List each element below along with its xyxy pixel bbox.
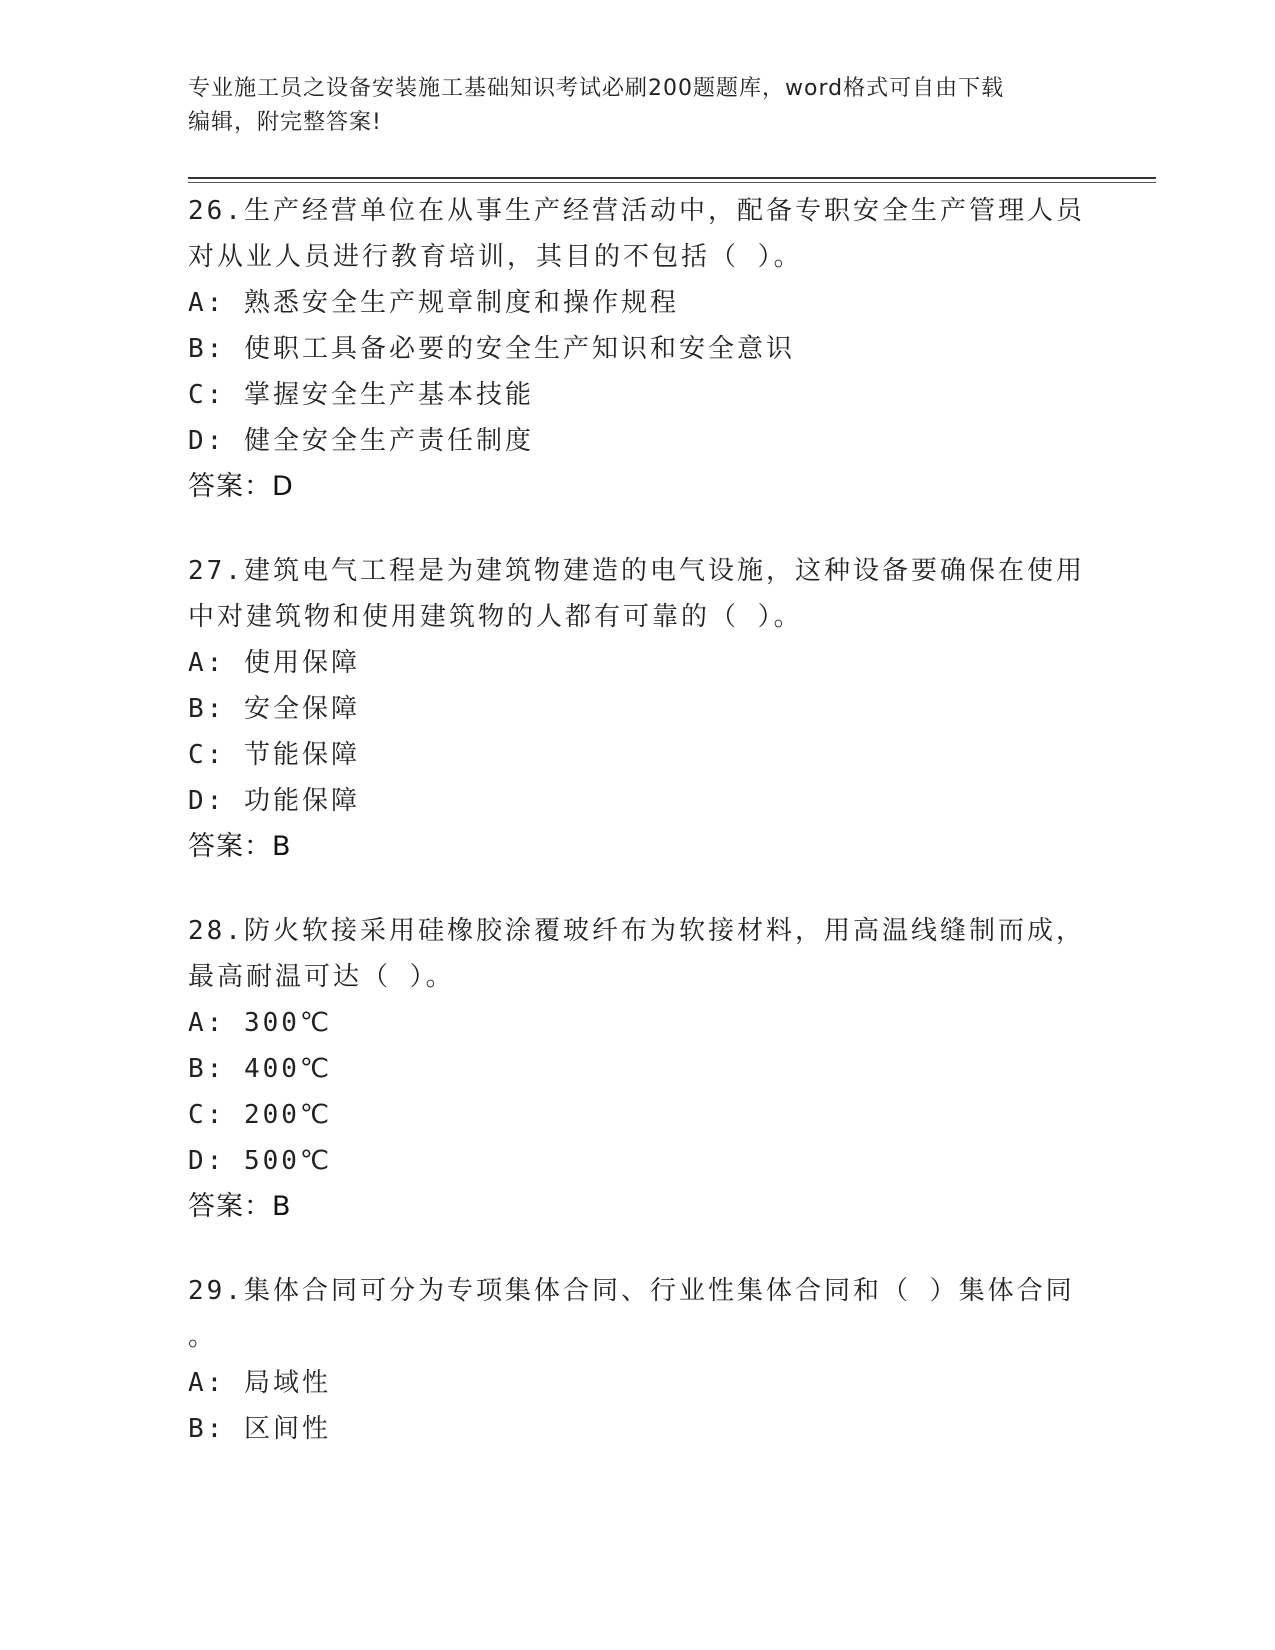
option-c: C: 节能保障 — [188, 740, 360, 770]
option-b: B: 区间性 — [188, 1414, 331, 1444]
question-26 — [188, 188, 1088, 510]
question-stem-line: 。 — [188, 1322, 218, 1352]
option-a: A: 局域性 — [188, 1368, 331, 1398]
header-divider-thin — [188, 182, 1156, 183]
answer-label: 答案：D — [188, 471, 294, 502]
document-header — [188, 72, 1088, 140]
option-b: B: 安全保障 — [188, 694, 360, 724]
question-stem-line: 27.建筑电气工程是为建筑物建造的电气设施，这种设备要确保在使用 — [188, 556, 1085, 586]
answer-label: 答案：B — [188, 831, 292, 862]
option-c: C: 掌握安全生产基本技能 — [188, 380, 534, 410]
question-list — [188, 188, 1088, 1490]
option-d: D: 功能保障 — [188, 786, 360, 816]
header-title-line-2: 编辑，附完整答案! — [188, 110, 382, 135]
question-stem-line: 最高耐温可达（ ）。 — [188, 962, 455, 992]
question-stem-line: 26.生产经营单位在从事生产经营活动中，配备专职安全生产管理人员 — [188, 196, 1085, 226]
option-d: D: 健全安全生产责任制度 — [188, 426, 534, 456]
header-title-line-1: 专业施工员之设备安装施工基础知识考试必刷200题题库，word格式可自由下载 — [188, 76, 1005, 101]
question-28 — [188, 908, 1088, 1230]
option-a: A: 熟悉安全生产规章制度和操作规程 — [188, 288, 679, 318]
question-29 — [188, 1268, 1088, 1452]
option-a: A: 300℃ — [188, 1008, 333, 1038]
question-stem-line: 29.集体合同可分为专项集体合同、行业性集体合同和（ ）集体合同 — [188, 1276, 1075, 1306]
question-stem-line: 对从业人员进行教育培训，其目的不包括（ ）。 — [188, 242, 803, 272]
option-b: B: 使职工具备必要的安全生产知识和安全意识 — [188, 334, 795, 364]
answer-label: 答案：B — [188, 1191, 292, 1222]
option-d: D: 500℃ — [188, 1146, 333, 1176]
question-stem-line: 28.防火软接采用硅橡胶涂覆玻纤布为软接材料，用高温线缝制而成， — [188, 916, 1085, 946]
option-a: A: 使用保障 — [188, 648, 360, 678]
option-b: B: 400℃ — [188, 1054, 333, 1084]
question-27 — [188, 548, 1088, 870]
question-stem-line: 中对建筑物和使用建筑物的人都有可靠的（ ）。 — [188, 602, 803, 632]
option-c: C: 200℃ — [188, 1100, 333, 1130]
header-divider-thick — [188, 177, 1156, 179]
